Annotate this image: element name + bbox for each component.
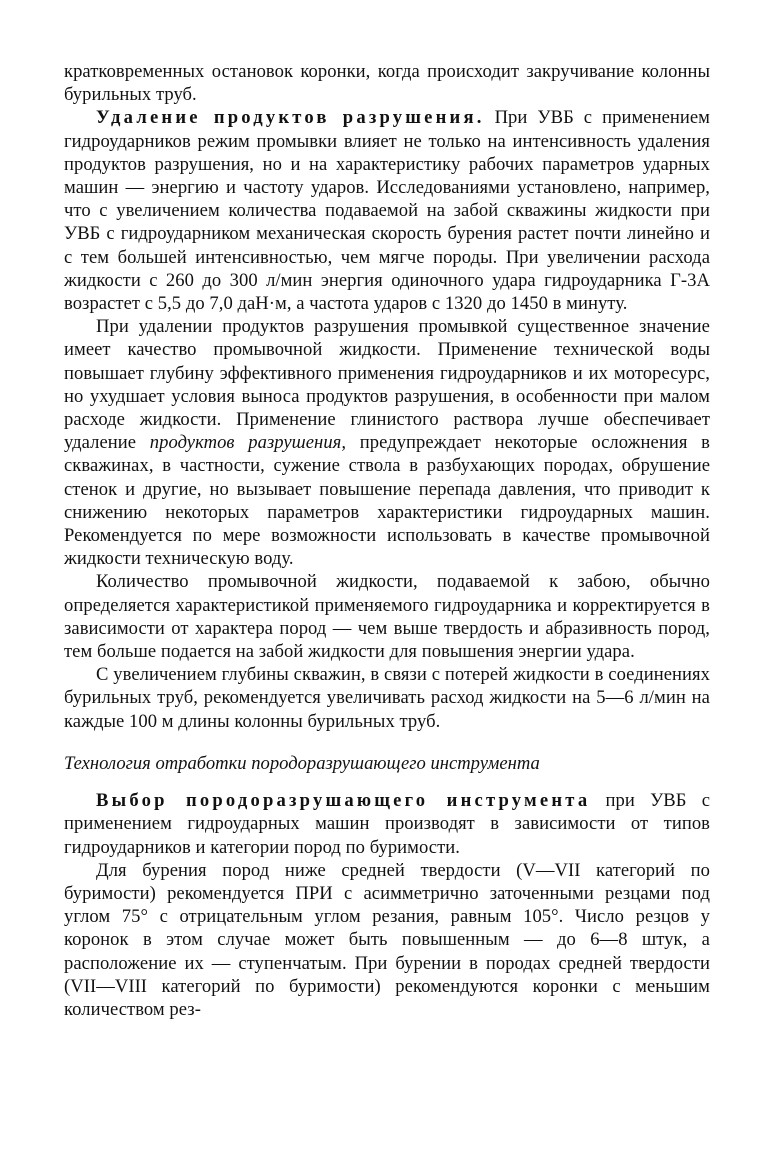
section-title: Технология отработки породоразрушающего инструмента	[64, 752, 540, 774]
paragraph-fluid-quantity: Количество промывочной жидкости, подаваемой к забою, обычно определяется характеристикой применяемого гидроударника и корректируется в зависимости от характера пород — чем выше твердость и абразивность пород, тем больше подается на забой жидкости для повышения энергии удара.	[64, 571, 710, 663]
paragraph-body: При удалении продуктов разрушения промывкой существенное значение имеет качество промывочной жидкости. Применение технической воды повышает глубину эффективного применения гидроударников и их моторесурс, но ухудшает условия выноса продуктов разрушения, в особенности при малом расходе жидкости. Применение глинистого раствора лучше обеспечивает удаление	[64, 316, 710, 454]
run-in-heading-removal: Удаление продуктов разрушения.	[96, 107, 485, 129]
paragraph-body: При УВБ с применением гидроударников режим промывки влияет не только на интенсивность удаления продуктов разрушения, но и на характеристику рабочих параметров ударных машин — энергию и частоту ударов. Исследованиями установлено, например, что с увеличением количества подаваемой на забой скважины жидкости при УВБ с гидроударником механическая скорость бурения растет почти линейно и с тем большей интенсивностью, чем мягче породы. При увеличении расхода жидкости с 260 до 300 л/мин энергия одиночного удара гидроударника Г-3А возрастет с 5,5 до 7,0 даН·м, а частота ударов с 1320 до 1450 в минуту.	[64, 107, 710, 315]
paragraph-soft-rock-bits: Для бурения пород ниже средней твердости (V—VII категорий по буримости) рекомендуется ПРИ с асимметрично заточенными резцами под углом 75° с отрицательным углом резания, равным 105°. Число резцов у коронок в этом случае может быть повышенным — до 6—8 штук, а расположение их — ступенчатым. При бурении в породах средней твердости (VII—VIII категорий по буримости) рекомендуются коронки с меньшим количеством рез-	[64, 859, 710, 1020]
paragraph-continuation: кратковременных остановок коронки, когда происходит закручивание колонны бурильных труб.	[64, 61, 710, 106]
paragraph-body: предупреждает некоторые осложнения в скважинах, в частности, сужение ствола в разбухающих породах, обрушение стенок и другие, но вызывает повышение перепада давления, что приводит к снижению некоторых параметров характеристики гидроударных машин. Рекомендуется по мере возможности использовать в качестве промывочной жидкости техническую воду.	[64, 432, 710, 570]
paragraph-depth-increase: С увеличением глубины скважин, в связи с потерей жидкости в соединениях бурильных труб, рекомендуется увеличивать расход жидкости на 5—6 л/мин на каждые 100 м длины колонны бурильных труб.	[64, 664, 710, 732]
paragraph-flushing-fluid-quality	[64, 315, 710, 570]
paragraph-removal-of-cuttings	[64, 106, 710, 315]
paragraph-body: при УВБ с применением гидроударных машин производят в зависимости от типов гидроударников и категории пород по буримости.	[64, 790, 710, 858]
italic-phrase: продуктов разрушения,	[149, 432, 347, 454]
paragraph-tool-selection	[64, 789, 710, 859]
run-in-heading-tool-selection: Выбор породоразрушающего инструмента	[96, 790, 591, 812]
